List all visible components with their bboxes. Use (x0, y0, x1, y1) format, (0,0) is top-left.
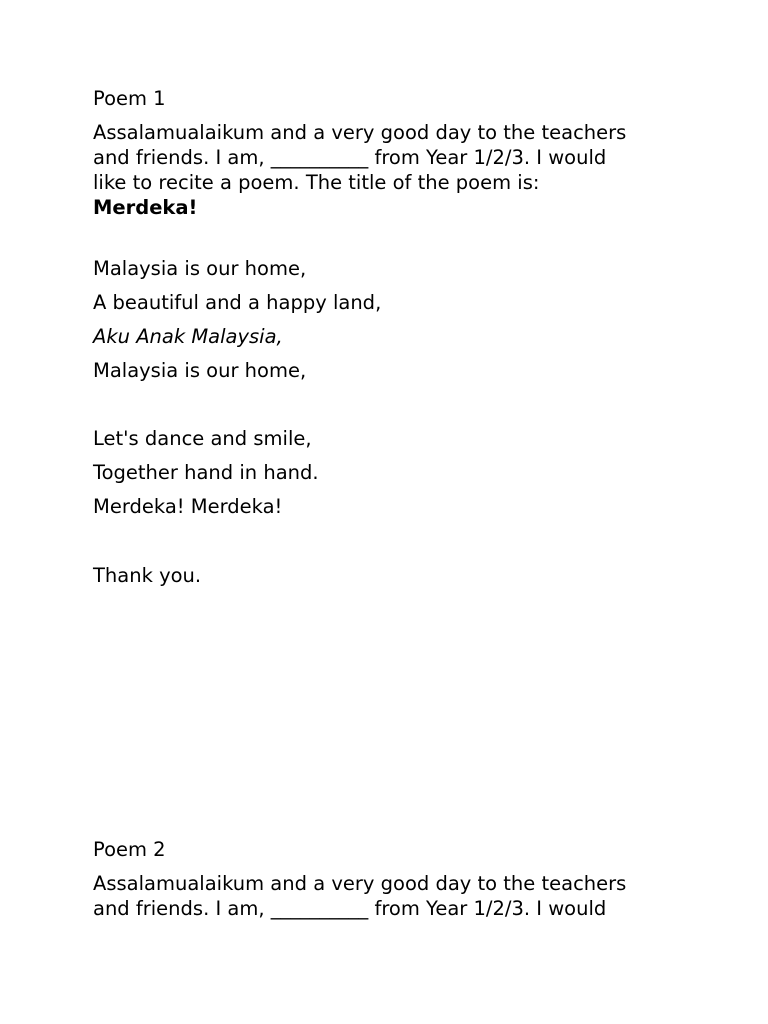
poem1-intro-line: and friends. I am, __________ from Year 1/2/3. I would (93, 146, 607, 169)
poem1-intro-line: Assalamualaikum and a very good day to the teachers (93, 121, 627, 144)
poem2-intro-line: and friends. I am, __________ from Year 1/2/3. I would (93, 897, 607, 920)
poem1-stanza2-line: Together hand in hand. (93, 461, 319, 484)
poem1-heading: Poem 1 (93, 87, 166, 110)
poem1-stanza2-line: Let's dance and smile, (93, 427, 312, 450)
poem1-stanza1-line: Aku Anak Malaysia, (93, 325, 283, 348)
poem1-intro (93, 120, 693, 220)
poem2-intro-line: Assalamualaikum and a very good day to the teachers (93, 872, 627, 895)
poem1-closing: Thank you. (93, 564, 202, 587)
poem2-intro (93, 871, 693, 921)
poem1-intro-line: like to recite a poem. The title of the poem is: (93, 171, 540, 194)
poem1-stanza2-line: Merdeka! Merdeka! (93, 495, 283, 518)
poem1-stanza1-line: Malaysia is our home, (93, 359, 307, 382)
poem2-heading: Poem 2 (93, 838, 166, 861)
poem1-stanza1-line: Malaysia is our home, (93, 257, 307, 280)
poem1-title: Merdeka! (93, 196, 198, 219)
poem1-stanza1-line: A beautiful and a happy land, (93, 291, 382, 314)
